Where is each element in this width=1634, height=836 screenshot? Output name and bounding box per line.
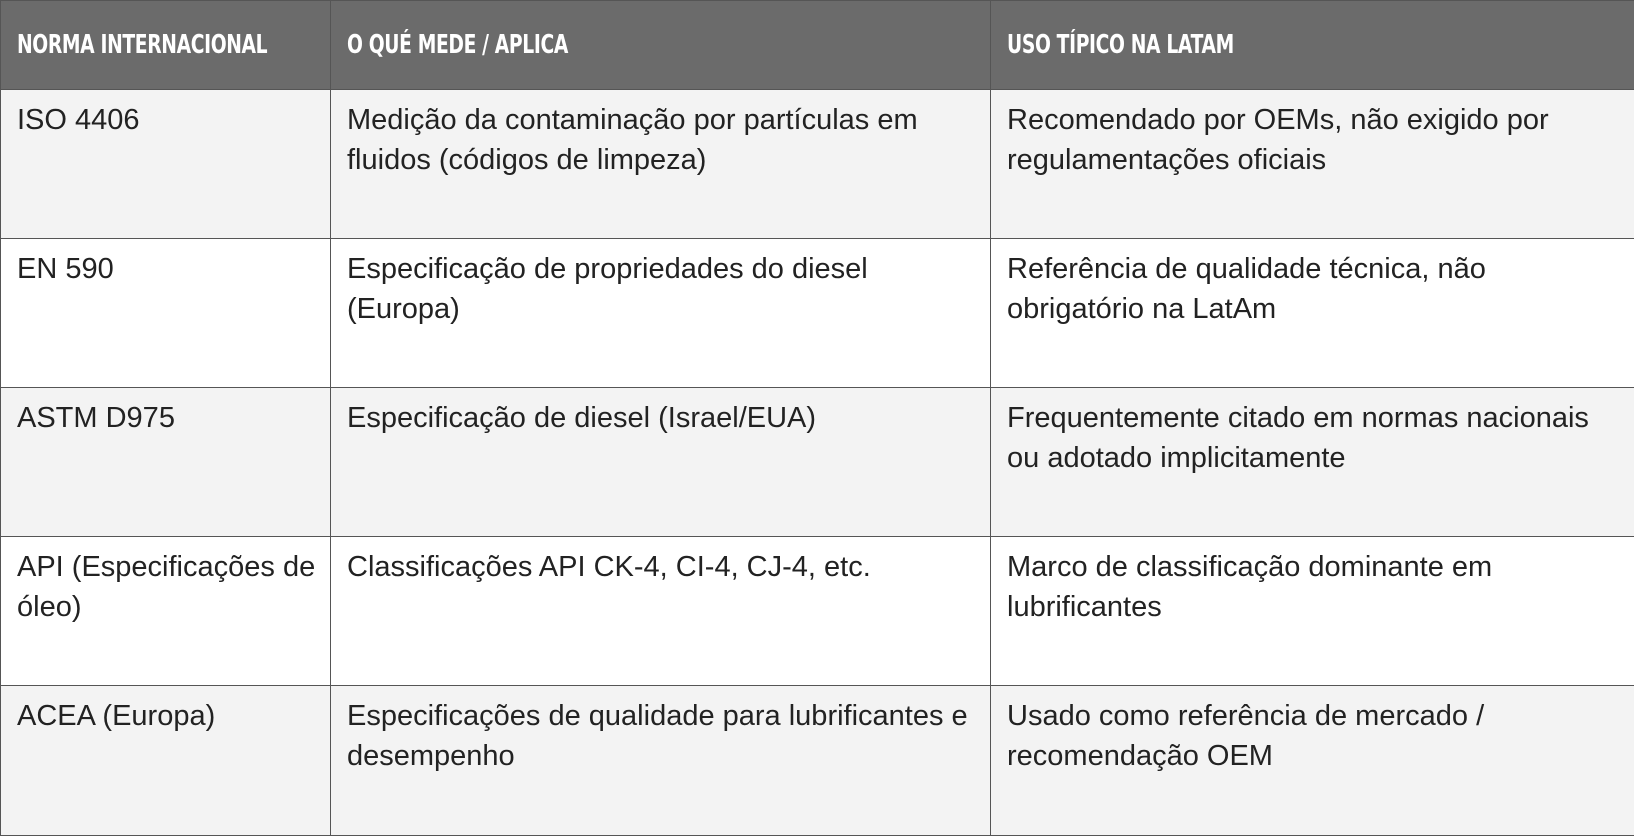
cell-mede-aplica: Classificações API CK-4, CI-4, CJ-4, etc. xyxy=(331,537,991,686)
header-row xyxy=(1,1,1634,90)
cell-uso-tipico: Marco de classificação dominante em lubrificantes xyxy=(991,537,1634,686)
header-label: O QUÉ MEDE / APLICA xyxy=(347,30,568,60)
header-label: NORMA INTERNACIONAL xyxy=(17,30,267,60)
header-label: USO TÍPICO NA LATAM xyxy=(1007,30,1234,60)
table-header xyxy=(1,1,1634,90)
cell-uso-tipico: Usado como referência de mercado / recomendação OEM xyxy=(991,686,1634,836)
table-row xyxy=(1,388,1634,537)
cell-uso-tipico: Frequentemente citado em normas nacionais ou adotado implicitamente xyxy=(991,388,1634,537)
cell-norma: ACEA (Europa) xyxy=(1,686,331,836)
cell-uso-tipico: Referência de qualidade técnica, não obrigatório na LatAm xyxy=(991,239,1634,388)
header-o-que-mede xyxy=(331,1,991,90)
cell-norma: EN 590 xyxy=(1,239,331,388)
table-row xyxy=(1,537,1634,686)
cell-mede-aplica: Especificações de qualidade para lubrificantes e desempenho xyxy=(331,686,991,836)
cell-mede-aplica: Especificação de diesel (Israel/EUA) xyxy=(331,388,991,537)
header-norma-internacional xyxy=(1,1,331,90)
cell-norma: ISO 4406 xyxy=(1,90,331,239)
cell-mede-aplica: Especificação de propriedades do diesel (Europa) xyxy=(331,239,991,388)
table-body xyxy=(1,90,1634,836)
table-row xyxy=(1,90,1634,239)
table-row xyxy=(1,686,1634,836)
header-uso-tipico xyxy=(991,1,1634,90)
cell-norma: ASTM D975 xyxy=(1,388,331,537)
cell-mede-aplica: Medição da contaminação por partículas em fluidos (códigos de limpeza) xyxy=(331,90,991,239)
table-row xyxy=(1,239,1634,388)
cell-uso-tipico: Recomendado por OEMs, não exigido por regulamentações oficiais xyxy=(991,90,1634,239)
cell-norma: API (Especificações de óleo) xyxy=(1,537,331,686)
